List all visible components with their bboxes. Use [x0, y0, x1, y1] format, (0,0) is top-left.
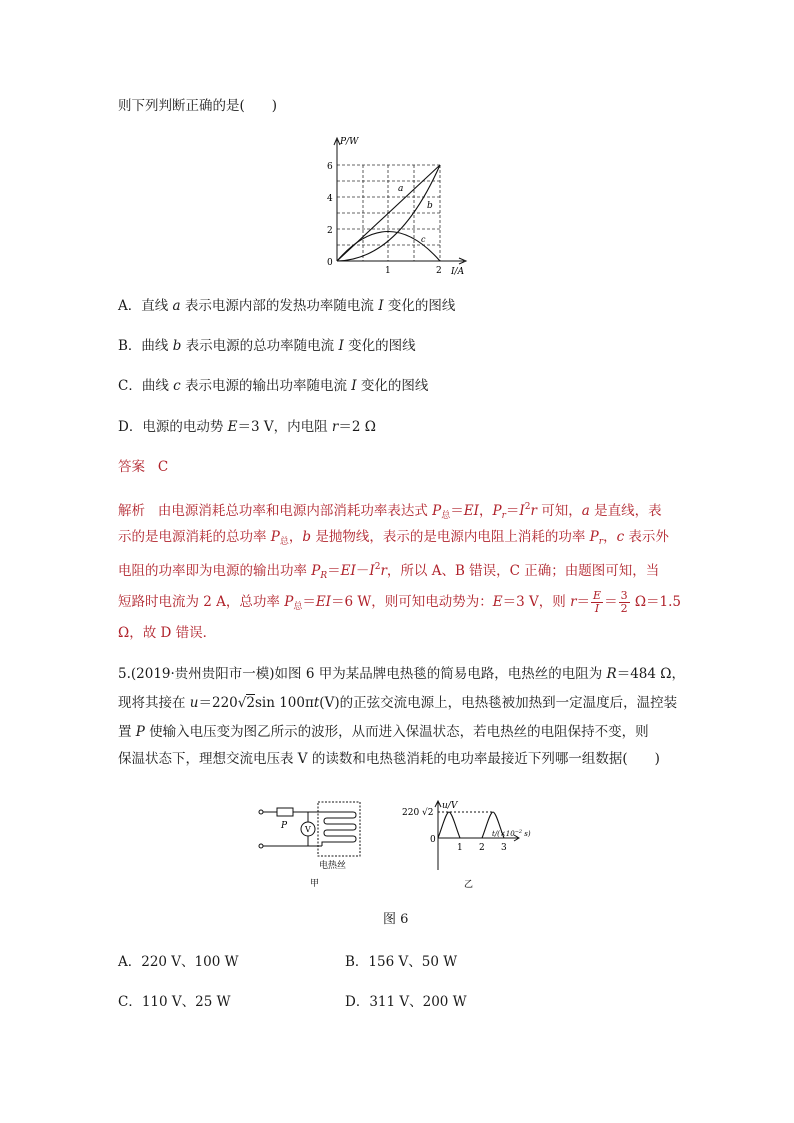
circuit-p-label: P [281, 821, 288, 831]
voltage-waveform-graph [398, 798, 543, 893]
heating-wire [322, 812, 356, 846]
analysis-line-3: 电阻的功率即为电源的输出功率 $P_R=EI-I^2r$，所以 A、B 错误，C 正确；由题图可知，当 [118, 562, 660, 581]
option-d: D．电源的电动势 E＝3 V，内电阻 r＝2 Ω [118, 419, 376, 435]
fraction-e-over-i: $\frac{E}{I}$ [593, 589, 602, 615]
q5-option-b: B．156 V、50 W [345, 954, 458, 970]
origin-label: 0 [327, 258, 333, 268]
q5-line-2: 现将其接在 u＝220√2sin 100πt(V)的正弦交流电源上，电热毯被加热到一定温度后，温控装 [118, 695, 678, 711]
y-axis-label: P/W [340, 137, 359, 147]
q5-line-1: 5.(2019·贵州贵阳市一模)如图 6 甲为某品牌电热毯的简易电路，电热丝的电阻为 R＝484 Ω， [118, 666, 685, 682]
q5-option-d: D．311 V、200 W [345, 994, 467, 1010]
heating-wire-label: 电热丝 [319, 861, 347, 871]
time-axis-label: $t/(\times 10^{-2}$ s) [492, 829, 531, 838]
x-tick-1: 1 [385, 266, 391, 276]
question-intro: 则下列判断正确的是( ) [118, 98, 278, 114]
power-current-graph [318, 132, 478, 277]
voltage-axis-label: u/V [442, 801, 458, 811]
y-tick-4: 4 [327, 194, 333, 204]
y-tick-2: 2 [327, 226, 333, 236]
analysis-line-5: Ω，故 D 错误． [118, 625, 217, 641]
temperature-controller-p [277, 808, 293, 816]
analysis-line-2: 示的是电源消耗的总功率 $P_总$，b 是抛物线，表示的是电源内电阻上消耗的功率 $P_r$，c 表示外 [118, 529, 669, 547]
analysis-line-1: 解析 由电源消耗总功率和电源内部消耗功率表达式 $P_总=EI$，$P_r=I^2r$ 可知，a 是直线，表 [118, 502, 662, 521]
subfigure-a-label: 甲 [310, 879, 320, 889]
q5-line-4: 保温状态下，理想交流电压表 V 的读数和电热毯消耗的电功率最接近下列哪一组数据( ) [118, 751, 660, 767]
q5-option-c: C．110 V、25 W [118, 994, 231, 1010]
heating-blanket-box [318, 802, 360, 856]
q5-option-a: A．220 V、100 W [118, 954, 239, 970]
t-tick-1: 1 [457, 843, 463, 853]
answer: 答案 C [118, 459, 169, 475]
option-b: B．曲线 b 表示电源的总功率随电流 I 变化的图线 [118, 338, 416, 354]
waveform-half-1 [438, 812, 460, 838]
voltmeter-label: V [305, 825, 311, 834]
figure-caption: 图 6 [383, 912, 409, 927]
fraction-3-over-2: $\frac{3}{2}$ [620, 589, 628, 615]
waveform-origin: 0 [430, 835, 436, 845]
subfigure-b-label: 乙 [464, 880, 474, 890]
y-tick-6: 6 [327, 162, 333, 172]
q5-line-3: 置 P 使输入电压变为图乙所示的波形，从而进入保温状态，若电热丝的电阻保持不变，则 [118, 724, 649, 740]
amplitude-label: 220 √2 [402, 808, 434, 818]
option-a: A．直线 a 表示电源内部的发热功率随电流 I 变化的图线 [118, 298, 456, 314]
option-c: C．曲线 c 表示电源的输出功率随电流 I 变化的图线 [118, 378, 429, 394]
curve-label-a: a [398, 184, 404, 194]
t-tick-2: 2 [479, 843, 485, 853]
analysis-line-4: 短路时电流为 2 A，总功率 $P_总=EI=6$ W，则可知电动势为：E＝3 V，则 r＝ $\frac{E}{I}$ ＝ $\frac{3}{2}$ Ω＝1.5 [118, 589, 682, 615]
curve-label-b: b [427, 201, 433, 211]
t-tick-3: 3 [501, 843, 507, 853]
curve-label-c: c [421, 235, 426, 244]
circuit-diagram [255, 800, 365, 890]
x-tick-2: 2 [436, 266, 442, 276]
x-axis-label: I/A [451, 267, 465, 277]
